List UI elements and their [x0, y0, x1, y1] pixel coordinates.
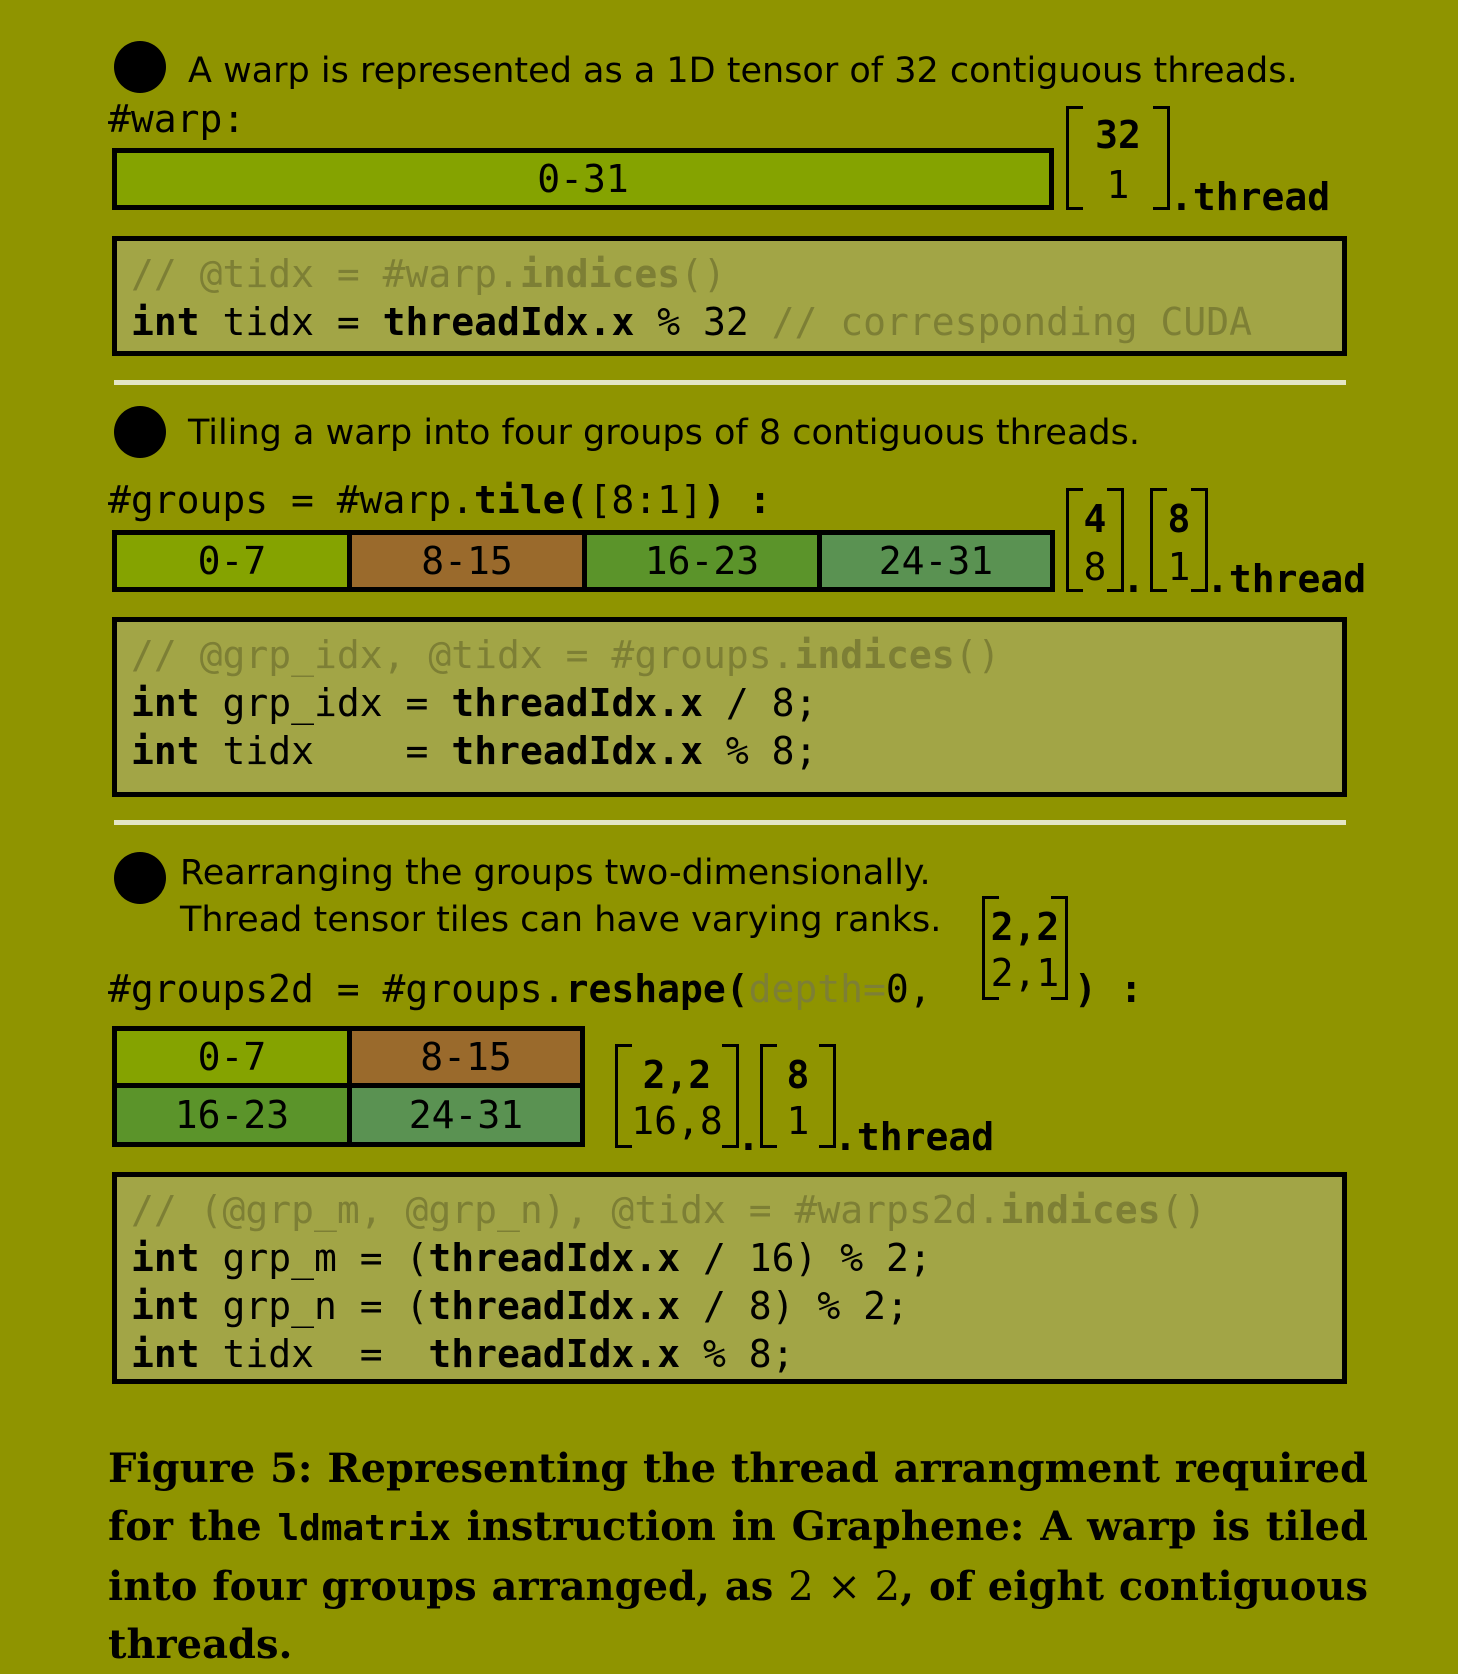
groups-shape-matrix-outer: 4 8: [1066, 488, 1124, 592]
bullet-icon: [114, 41, 166, 93]
group-cell: 24-31: [817, 530, 1055, 592]
code-line: int grp_n = (threadIdx.x / 8) % 2;: [131, 1284, 909, 1328]
reshape-shape-matrix: 2,2 2,1: [982, 896, 1068, 1000]
bullet-icon: [114, 406, 166, 458]
groups2d-label: #groups2d = #groups.reshape(depth=0,: [108, 967, 932, 1011]
code-block-2: [112, 617, 1347, 797]
code-block-1: [112, 236, 1347, 356]
section2-caption: Tiling a warp into four groups of 8 contiguous threads.: [188, 413, 1140, 453]
code-line: int grp_m = (threadIdx.x / 16) % 2;: [131, 1236, 932, 1280]
thread-suffix: .thread: [1170, 175, 1331, 219]
warp-cell: 0-31: [112, 148, 1054, 210]
section3-caption-line2: Thread tensor tiles can have varying ranks.: [180, 900, 942, 940]
section3-caption-line1: Rearranging the groups two-dimensionally.: [180, 853, 931, 893]
code-line: int grp_idx = threadIdx.x / 8;: [131, 681, 818, 725]
groups-label: #groups = #warp.tile([8:1]) :: [108, 478, 772, 522]
figure-caption: Figure 5: Representing the thread arrangment required for the ldmatrix instruction in Graphene: A warp is tiled into four groups arranged, as 2 × 2, of eight contiguous threads.: [108, 1445, 1369, 1668]
group-cell: 8-15: [347, 1026, 585, 1088]
bullet-icon: [114, 852, 166, 904]
code-comment: // (@grp_m, @grp_n), @tidx = #warps2d.indices(): [131, 1188, 1207, 1232]
dot: .: [737, 1115, 760, 1159]
groups2d-shape-matrix-inner: 8 1: [760, 1044, 836, 1148]
dot: .: [1122, 557, 1145, 601]
thread-suffix: .thread: [834, 1115, 995, 1159]
reshape-close: ) :: [1074, 967, 1143, 1011]
group-cell: 16-23: [582, 530, 822, 592]
divider: [114, 380, 1346, 385]
code-line: int tidx = threadIdx.x % 8;: [131, 729, 818, 773]
code-block-3: [112, 1172, 1347, 1384]
group-cell: 0-7: [112, 1026, 352, 1088]
warp-label: #warp:: [108, 97, 246, 141]
code-comment: // @tidx = #warp.indices(): [131, 252, 726, 296]
code-line: int tidx = threadIdx.x % 32 // corresponding CUDA: [131, 300, 1253, 344]
group-cell: 24-31: [347, 1083, 585, 1147]
code-comment: // @grp_idx, @tidx = #groups.indices(): [131, 633, 1001, 677]
groups-shape-matrix-inner: 8 1: [1150, 488, 1208, 592]
section1-caption: A warp is represented as a 1D tensor of 32 contiguous threads.: [188, 51, 1298, 91]
groups2d-shape-matrix-outer: 2,2 16,8: [615, 1044, 739, 1148]
code-line: int tidx = threadIdx.x % 8;: [131, 1332, 795, 1376]
warp-shape-matrix: 32 1: [1066, 106, 1170, 210]
group-cell: 8-15: [347, 530, 587, 592]
thread-suffix: .thread: [1206, 557, 1367, 601]
group-cell: 16-23: [112, 1083, 352, 1147]
group-cell: 0-7: [112, 530, 352, 592]
divider: [114, 820, 1346, 825]
